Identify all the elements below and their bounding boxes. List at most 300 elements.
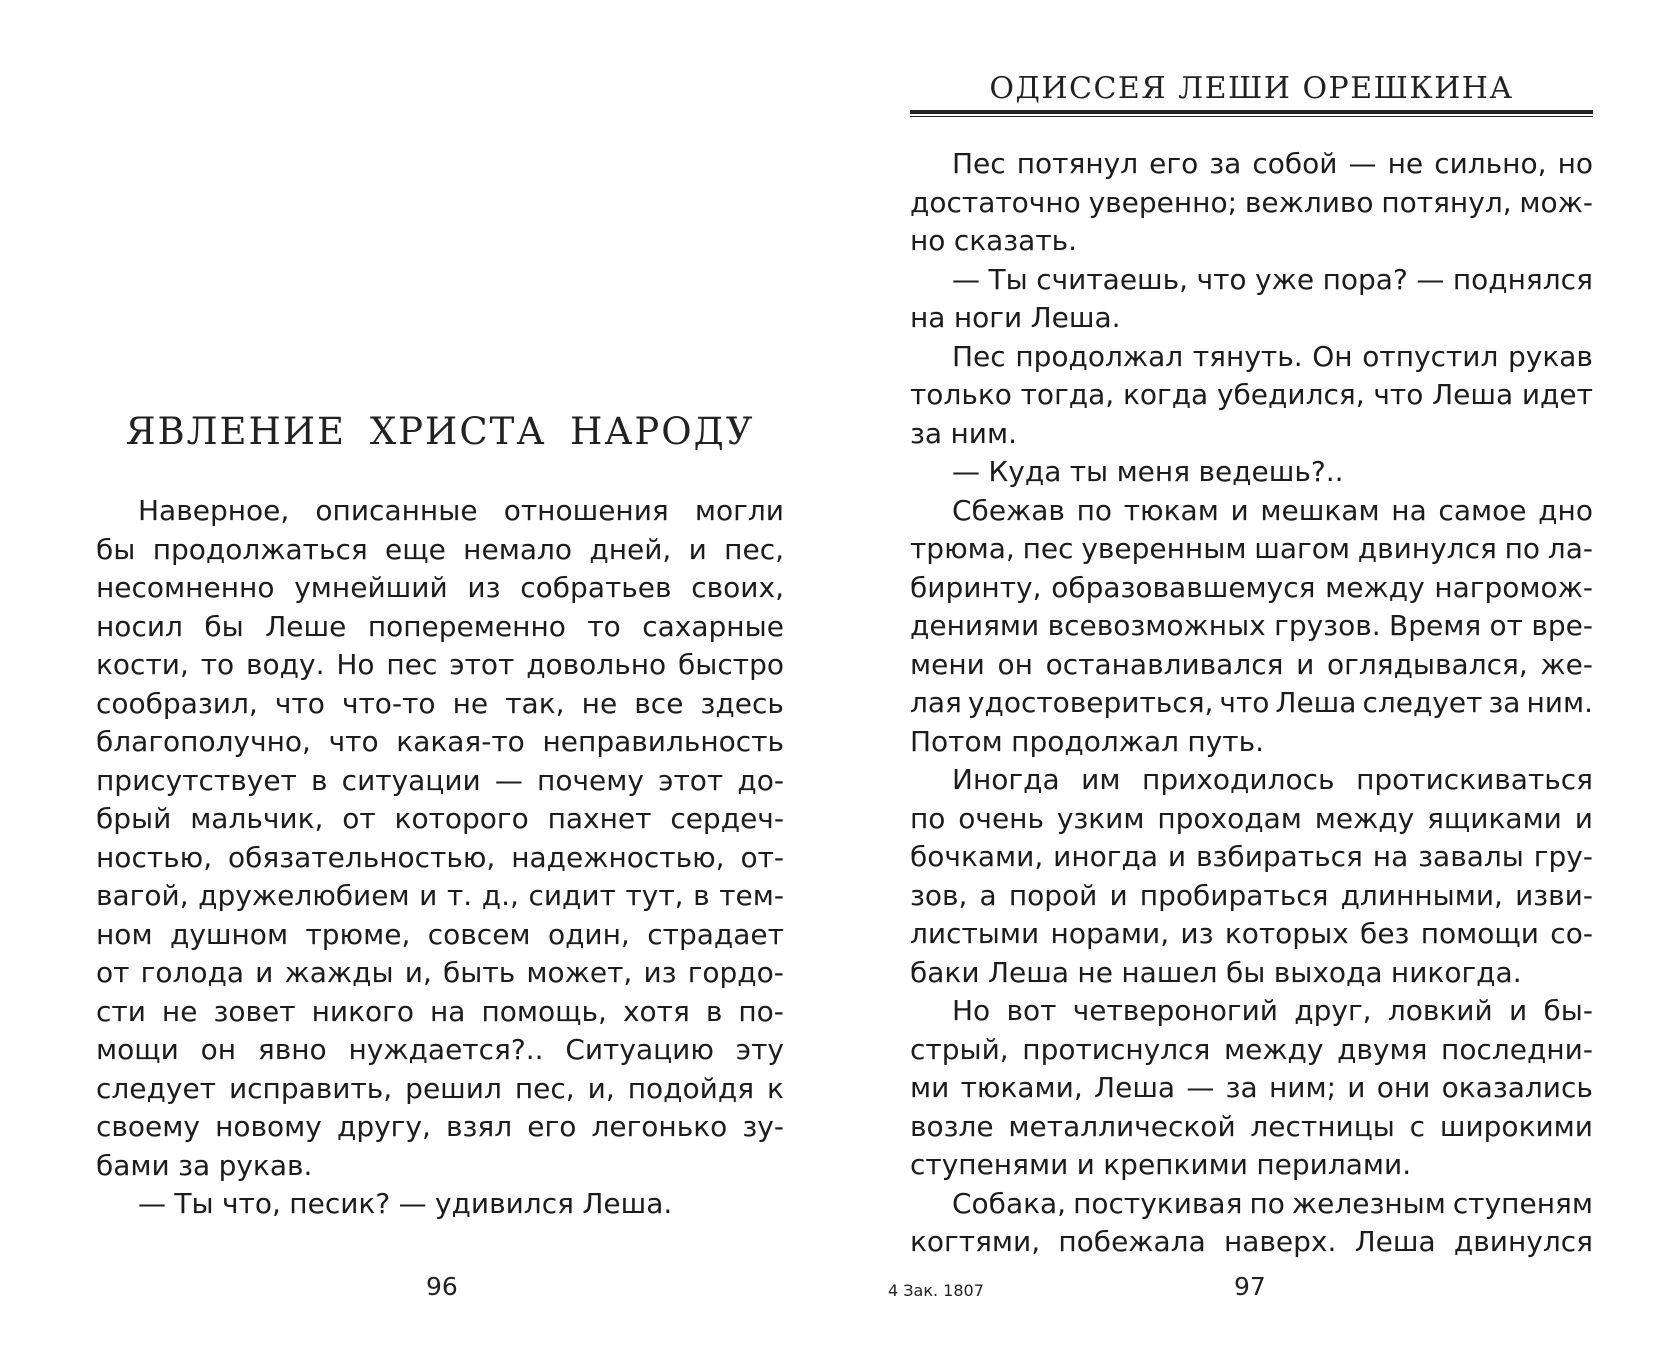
text-line xyxy=(910,992,1593,1031)
word: по xyxy=(1504,532,1541,565)
word: брый xyxy=(96,802,172,835)
word: тюкам xyxy=(1123,493,1219,527)
word: Собака, xyxy=(952,1186,1067,1220)
word: продолжаться xyxy=(152,532,368,566)
word: Сбежав xyxy=(952,493,1065,527)
text-line xyxy=(910,684,1593,723)
text-line xyxy=(910,145,1593,184)
word: совсем xyxy=(427,917,531,951)
word: возле xyxy=(910,1109,994,1143)
word: мени xyxy=(910,647,985,681)
word: уверенным xyxy=(1081,532,1247,565)
text-line xyxy=(96,492,784,531)
word: Леша xyxy=(1432,378,1514,411)
word: — xyxy=(138,1187,166,1220)
word: ним; xyxy=(1268,1071,1336,1104)
word: попеременно xyxy=(367,609,566,643)
word: побежала xyxy=(1058,1225,1206,1258)
word: пробираться xyxy=(1139,878,1329,912)
word: они xyxy=(1376,1071,1431,1104)
word: узким xyxy=(1056,801,1145,835)
left-page xyxy=(0,0,830,1360)
word: и, xyxy=(587,1071,615,1105)
word: сказать. xyxy=(953,224,1078,257)
text-line xyxy=(96,762,784,801)
word: еще xyxy=(385,532,446,566)
word: т. xyxy=(446,879,473,912)
word: — xyxy=(1186,1071,1215,1104)
word: описанные xyxy=(315,494,478,527)
word: своих, xyxy=(691,571,784,604)
word: убедился, xyxy=(1216,378,1365,411)
word: ступенями xyxy=(910,1148,1069,1181)
word: без xyxy=(1360,917,1410,950)
word: — xyxy=(952,455,980,488)
word: Время xyxy=(1388,609,1482,642)
word: Наверное, xyxy=(138,494,290,527)
word: оглядывался, xyxy=(1326,647,1528,681)
word: ступеням xyxy=(1452,1186,1593,1220)
word: лая xyxy=(910,686,962,719)
word: он xyxy=(997,647,1033,681)
word: которого xyxy=(394,802,529,835)
word: двинулся xyxy=(1357,532,1497,565)
text-line xyxy=(910,1223,1593,1262)
word: отношения xyxy=(503,494,669,527)
word: что-то xyxy=(341,686,436,720)
word: присутствует xyxy=(96,763,297,797)
text-line xyxy=(96,1031,784,1070)
word: протиснулся xyxy=(1022,1032,1211,1066)
word: постукивая xyxy=(1073,1186,1243,1220)
word: по xyxy=(1249,1186,1285,1220)
word: Леша xyxy=(1354,1225,1436,1258)
word: и xyxy=(1347,1071,1366,1104)
page-number-left: 96 xyxy=(426,1272,458,1301)
word: из xyxy=(643,956,677,989)
word: ведешь?.. xyxy=(1198,455,1344,488)
word: образовавшемуся xyxy=(1051,570,1316,604)
word: и xyxy=(1508,994,1528,1027)
text-line xyxy=(910,761,1593,800)
word: длинными, xyxy=(1340,878,1503,912)
word: ми xyxy=(910,1071,950,1104)
text-line xyxy=(96,1185,784,1224)
word: могли xyxy=(694,494,784,527)
text-line xyxy=(910,646,1593,685)
word: бочками, xyxy=(910,840,1044,873)
word: страдает xyxy=(647,917,784,951)
word: пес xyxy=(386,648,438,681)
text-line xyxy=(910,1185,1593,1224)
text-line xyxy=(96,723,784,762)
text-line xyxy=(96,569,784,608)
word: ситуации xyxy=(341,763,481,797)
word: продолжал xyxy=(1011,724,1180,758)
word: сердеч- xyxy=(670,802,784,835)
word: ящиками xyxy=(1427,801,1562,835)
word: на xyxy=(1391,493,1427,527)
word: Леша. xyxy=(1030,301,1121,334)
word: эту xyxy=(735,1033,784,1066)
text-line xyxy=(910,261,1593,300)
word: двинулся xyxy=(1453,1225,1593,1258)
word: вагой, xyxy=(96,879,189,912)
word: металлической xyxy=(1008,1109,1236,1143)
word: надежностью, xyxy=(511,840,725,874)
word: не xyxy=(1387,147,1424,180)
text-line xyxy=(910,492,1593,531)
word: иногда xyxy=(1053,840,1159,873)
running-head-rule-thick xyxy=(910,110,1593,114)
word: удостовериться, xyxy=(967,686,1214,719)
word: шагом xyxy=(1254,532,1350,565)
word: собой xyxy=(1252,147,1338,180)
word: какая-то xyxy=(396,725,525,758)
word: следует xyxy=(1362,686,1483,719)
text-line xyxy=(96,800,784,839)
text-line xyxy=(96,877,784,916)
word: тогда, xyxy=(1020,378,1115,411)
word: Леша xyxy=(1275,686,1357,719)
word: рукав xyxy=(1508,339,1593,373)
text-line xyxy=(910,1146,1593,1185)
word: ном xyxy=(96,917,153,951)
word: его xyxy=(527,1110,577,1143)
word: за xyxy=(1225,1071,1258,1104)
word: обязательностью, xyxy=(227,840,496,874)
word: вот xyxy=(1006,994,1057,1027)
word: и xyxy=(1167,840,1187,873)
word: и xyxy=(1230,493,1249,527)
word: норами, xyxy=(1050,917,1170,950)
word: меня xyxy=(1116,455,1191,488)
word: пора? xyxy=(1322,262,1408,296)
word: Леша xyxy=(1094,1071,1176,1104)
word: сильно, xyxy=(1434,147,1547,180)
word: дениями xyxy=(910,609,1040,642)
word: все xyxy=(634,686,684,720)
word: что xyxy=(1219,686,1270,719)
word: пес xyxy=(1022,532,1074,565)
text-line xyxy=(910,954,1593,993)
word: двумя xyxy=(1337,1032,1428,1066)
word: от xyxy=(96,956,130,989)
word: несомненно xyxy=(96,571,275,604)
word: со- xyxy=(1550,917,1593,950)
word: этот xyxy=(658,763,724,797)
word: Ситуацию xyxy=(565,1033,714,1066)
word: что xyxy=(1196,262,1247,296)
word: новому xyxy=(215,1110,322,1143)
word: Леша xyxy=(987,955,1069,989)
text-line xyxy=(910,569,1593,608)
text-line xyxy=(96,531,784,570)
word: то xyxy=(587,609,621,643)
word: идет xyxy=(1521,378,1593,411)
word: продолжал xyxy=(1015,339,1184,373)
word: от- xyxy=(740,840,784,874)
word: помощь, xyxy=(481,994,607,1028)
word: до- xyxy=(737,763,784,797)
word: пахнет xyxy=(547,802,652,835)
text-line xyxy=(910,376,1593,415)
word: отпустил xyxy=(1362,339,1499,373)
word: в xyxy=(693,879,710,912)
word: и xyxy=(255,956,274,989)
word: путь. xyxy=(1187,724,1265,758)
word: исправить, xyxy=(228,1071,393,1105)
word: — xyxy=(398,1187,427,1220)
word: дней, xyxy=(589,532,672,566)
text-line xyxy=(96,954,784,993)
word: от xyxy=(1489,609,1523,642)
word: Пес xyxy=(952,339,1006,373)
word: бами xyxy=(96,1148,170,1182)
word: и xyxy=(1296,647,1315,681)
text-line xyxy=(910,453,1593,492)
word: и, xyxy=(404,956,432,989)
word: кости, xyxy=(96,648,189,681)
word: что xyxy=(1373,378,1424,411)
word: подойдя xyxy=(627,1071,755,1105)
word: то xyxy=(200,648,235,681)
word: протискиваться xyxy=(1356,763,1593,796)
word: считаешь, xyxy=(1036,262,1189,296)
word: из xyxy=(1180,917,1214,950)
word: легонько xyxy=(591,1110,728,1143)
word: может, xyxy=(526,956,633,989)
word: сти xyxy=(96,994,146,1028)
text-line xyxy=(910,915,1593,954)
word: последни- xyxy=(1441,1032,1593,1066)
word: не xyxy=(1077,955,1113,989)
word: но xyxy=(910,224,946,257)
word: этот xyxy=(449,648,515,681)
text-line xyxy=(910,530,1593,569)
word: широкими xyxy=(1439,1109,1593,1143)
text-line xyxy=(96,1070,784,1109)
word: тянуть. xyxy=(1192,339,1303,373)
word: мальчик, xyxy=(190,802,324,835)
word: следует xyxy=(96,1071,216,1105)
text-line xyxy=(910,607,1593,646)
word: им xyxy=(1081,763,1121,796)
text-line xyxy=(96,646,784,685)
word: решил xyxy=(405,1071,502,1105)
word: за xyxy=(1209,147,1242,180)
running-head-title: ОДИССЕЯ ЛЕШИ ОРЕШКИНА xyxy=(989,71,1514,106)
word: здесь xyxy=(700,686,784,720)
word: Но xyxy=(336,648,375,681)
word: на xyxy=(1372,840,1409,873)
word: и xyxy=(419,879,438,912)
word: — xyxy=(1348,147,1377,180)
text-line xyxy=(96,839,784,878)
word: достаточно xyxy=(910,185,1081,219)
word: бы xyxy=(96,532,136,566)
text-line xyxy=(96,608,784,647)
word: за xyxy=(178,1148,211,1182)
word: на xyxy=(429,994,466,1028)
word: пес, xyxy=(724,532,784,566)
word: зу- xyxy=(742,1110,784,1143)
word: рукав. xyxy=(218,1148,313,1182)
word: воду. xyxy=(246,648,325,681)
word: быстро xyxy=(678,648,784,681)
word: по xyxy=(910,801,946,835)
printer-signature-mark: 4 Зак. 1807 xyxy=(888,1281,984,1300)
word: умнейший xyxy=(294,571,448,604)
word: д., xyxy=(481,879,519,912)
word: собратьев xyxy=(520,571,672,604)
word: ним. xyxy=(1526,686,1593,719)
right-page xyxy=(830,0,1667,1360)
word: уже xyxy=(1255,262,1315,296)
word: проходам xyxy=(1157,801,1302,835)
word: баки xyxy=(910,955,980,989)
text-line xyxy=(910,800,1593,839)
word: когда xyxy=(1122,378,1209,411)
word: Потом xyxy=(910,724,1003,758)
word: трюма, xyxy=(910,532,1015,565)
word: мешкам xyxy=(1260,493,1380,527)
word: по xyxy=(1076,493,1113,527)
word: мож- xyxy=(1519,185,1593,219)
word: к xyxy=(767,1071,784,1105)
word: нагромож- xyxy=(1434,570,1593,604)
text-line xyxy=(910,184,1593,223)
word: же- xyxy=(1540,647,1593,681)
word: от xyxy=(342,802,376,835)
word: изви- xyxy=(1515,878,1593,912)
word: поднялся xyxy=(1452,262,1593,296)
word: песик? xyxy=(289,1187,391,1220)
word: дружелюбием xyxy=(198,879,410,912)
word: что xyxy=(274,686,325,720)
word: Он xyxy=(1312,339,1353,373)
word: пес, xyxy=(514,1071,575,1105)
word: за xyxy=(910,416,943,450)
word: он xyxy=(200,1033,237,1066)
word: взял xyxy=(445,1110,513,1143)
text-line xyxy=(96,1147,784,1186)
word: сообразил, xyxy=(96,686,258,720)
word: но xyxy=(1557,147,1593,180)
word: тюками, xyxy=(960,1071,1083,1104)
word: тут, xyxy=(625,879,684,912)
text-line xyxy=(910,877,1593,916)
word: не xyxy=(452,686,489,720)
word: завалы xyxy=(1418,840,1524,873)
word: взбираться xyxy=(1196,840,1363,873)
word: явно xyxy=(257,1033,327,1066)
word: между xyxy=(1325,570,1425,604)
word: зов, xyxy=(910,878,968,912)
word: Ты xyxy=(174,1187,214,1220)
word: за xyxy=(1488,686,1521,719)
word: между xyxy=(1223,1032,1324,1066)
left-body-text xyxy=(96,492,784,1224)
word: сахарные xyxy=(642,609,784,643)
word: один, xyxy=(547,917,630,951)
word: железным xyxy=(1291,1186,1446,1220)
running-head xyxy=(910,70,1593,117)
word: его xyxy=(1149,147,1199,180)
word: бы- xyxy=(1543,994,1593,1027)
word: бы xyxy=(1225,955,1266,989)
word: стрый, xyxy=(910,1032,1009,1066)
word: неправильность xyxy=(542,725,784,758)
page-number-right: 97 xyxy=(1234,1272,1266,1301)
word: а xyxy=(979,878,997,912)
word: ла- xyxy=(1547,532,1593,565)
word: мощи xyxy=(96,1033,179,1066)
word: ним. xyxy=(950,416,1017,450)
word: порой xyxy=(1008,878,1098,912)
word: которых xyxy=(1224,917,1349,950)
text-line xyxy=(910,338,1593,377)
word: Иногда xyxy=(952,763,1060,796)
word: вре- xyxy=(1531,609,1593,642)
word: Куда xyxy=(988,455,1062,488)
text-line xyxy=(910,1031,1593,1070)
word: грузов. xyxy=(1274,609,1381,642)
word: потянул, xyxy=(1381,185,1512,219)
word: помощи xyxy=(1420,917,1539,950)
word: бы xyxy=(204,609,244,643)
word: носил xyxy=(96,609,183,643)
word: хотя xyxy=(622,994,690,1028)
text-line xyxy=(910,222,1593,261)
word: — xyxy=(494,763,523,797)
word: биринту, xyxy=(910,570,1042,604)
word: друг, xyxy=(1294,994,1372,1027)
word: Леше xyxy=(265,609,347,643)
word: Ты xyxy=(988,262,1028,296)
word: тем- xyxy=(719,879,784,912)
word: выхода xyxy=(1273,955,1383,989)
word: другу, xyxy=(336,1110,431,1143)
text-line xyxy=(910,1069,1593,1108)
word: жажды xyxy=(284,956,394,989)
word: довольно xyxy=(526,648,667,681)
word: листыми xyxy=(910,917,1040,950)
word: немало xyxy=(463,532,573,566)
word: на xyxy=(910,301,946,334)
text-line xyxy=(910,723,1593,762)
word: удивился xyxy=(434,1187,574,1220)
word: не xyxy=(161,994,198,1028)
text-line xyxy=(910,838,1593,877)
word: между xyxy=(1314,801,1415,835)
word: так, xyxy=(505,686,565,720)
word: гру- xyxy=(1533,840,1593,873)
word: по- xyxy=(738,994,784,1028)
word: останавливался xyxy=(1045,647,1284,681)
word: трюме, xyxy=(305,917,411,951)
word: благополучно, xyxy=(96,725,311,758)
word: что xyxy=(328,725,379,758)
word: ноги xyxy=(953,301,1023,334)
word: никогда. xyxy=(1390,955,1522,989)
word: в xyxy=(705,994,723,1028)
word: и xyxy=(1076,1148,1095,1181)
text-line xyxy=(96,685,784,724)
chapter-title: ЯВЛЕНИЕ ХРИСТА НАРОДУ xyxy=(125,410,755,453)
word: голода xyxy=(140,956,244,989)
word: никого xyxy=(311,994,414,1028)
